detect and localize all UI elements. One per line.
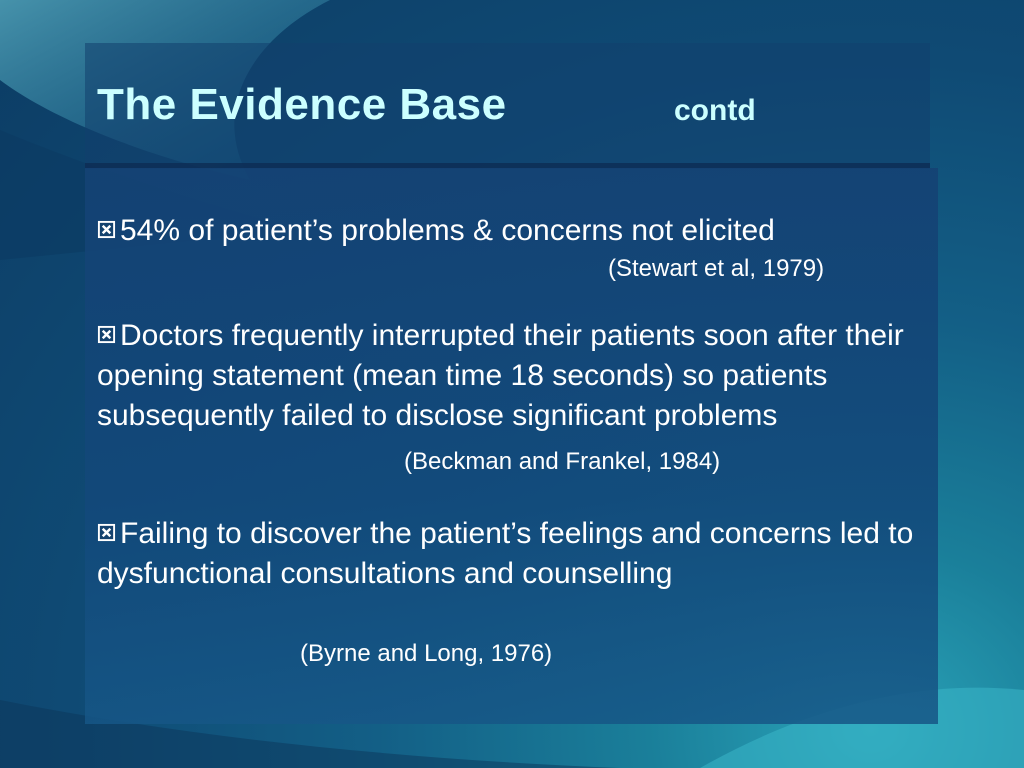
slide-subtitle: contd [674, 94, 756, 127]
bullet-text: Doctors frequently interrupted their patients soon after their opening statement (mean time 18 seconds) so patients subsequently failed to disclose significant problems [97, 319, 904, 432]
bullet-text: Failing to discover the patient’s feelings and concerns led to dysfunctional consultations and counselling [97, 517, 914, 590]
citation: (Stewart et al, 1979) [608, 255, 825, 282]
citation: (Byrne and Long, 1976) [300, 640, 553, 667]
checkbox-x-icon [97, 220, 116, 239]
bullet-item [97, 211, 917, 251]
slide-title: The Evidence Base [97, 80, 507, 129]
citation: (Beckman and Frankel, 1984) [404, 448, 721, 475]
checkbox-x-icon [97, 325, 116, 344]
bullet-item [97, 316, 917, 436]
bullet-item [97, 514, 917, 594]
checkbox-x-icon [97, 523, 116, 542]
bullet-text: 54% of patient’s problems & concerns not elicited [120, 214, 775, 247]
